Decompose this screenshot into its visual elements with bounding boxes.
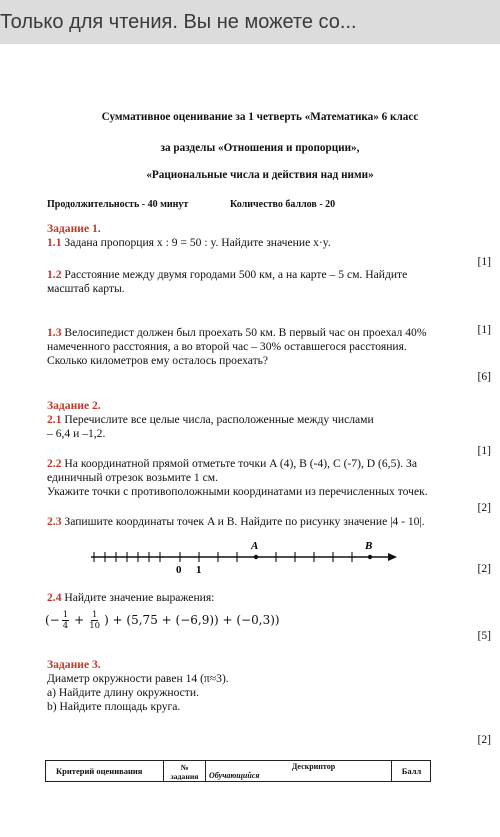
question-number: 2.4 [47,591,62,604]
expr-lead: (− [45,613,60,627]
question-2-4 [47,591,214,605]
table-header-student-label: Обучающийся [209,771,260,780]
question-1-2 [47,268,407,296]
question-text: Расстояние между двумя городами 500 км, а на карте – 5 см. Найдите [61,268,408,281]
question-2-3 [47,515,425,529]
expr-tail: ) + (5,75 + (−6,9)) + (−0,3)) [104,613,280,627]
fraction-numerator: 1 [91,609,98,620]
point-a-label: A [251,540,259,552]
point-a-marker [254,555,258,559]
read-only-banner [0,0,500,44]
question-number: 1.2 [47,268,62,281]
score-1-3: [6] [477,370,491,383]
question-text: Велосипедист должен был проехать 50 км. В первый час он проехал 40% [61,326,427,339]
question-text: a) Найдите длину окружности. [47,686,199,699]
question-3 [47,672,229,714]
task-2-heading: Задание 2. [47,399,101,412]
question-text: Диаметр окружности равен 14 (π≈3). [47,672,229,685]
question-number: 2.3 [47,515,62,528]
question-1-1 [47,236,331,250]
task-1-heading: Задание 1. [47,222,101,235]
question-number: 1.1 [47,236,62,249]
question-text: Запишите координаты точек A и B. Найдите по рисунку значение |4 - 10|. [61,515,425,528]
question-text: Задана пропорция x : 9 = 50 : y. Найдите значение x·y. [61,236,331,249]
table-header-criteria: Критерий оценивания [56,766,143,776]
assessment-criteria-table [45,760,431,782]
fraction-denominator: 10 [89,620,101,631]
fraction-one-quarter [62,610,69,631]
score-1-2: [1] [477,323,491,336]
question-text: Найдите значение выражения: [61,591,215,604]
score-2-2: [2] [477,501,491,514]
point-b-label: B [365,540,373,552]
question-text: намеченного расстояния, а во второй час – 30% оставшегося расстояния. [47,340,407,353]
question-text: b) Найдите площадь круга. [47,700,181,713]
fraction-numerator: 1 [62,609,69,620]
table-header-number-sign: № [180,763,189,772]
expression-2-4 [45,605,280,635]
document-page [0,44,500,837]
duration-label: Продолжительность - 40 минут [47,199,189,210]
question-number: 1.3 [47,326,62,339]
question-text: Перечислите все целые числа, расположенные между числами [61,413,374,426]
table-header-descriptor-label: Дескриптор [291,762,336,771]
table-header-task: задания [170,772,199,781]
tick-label-one: 1 [196,564,202,576]
doc-title-line-1: Суммативное оценивание за 1 четверть «Математика» 6 класс [101,111,419,123]
point-b-marker [368,555,372,559]
task-3-heading: Задание 3. [47,658,101,671]
tick-label-zero: 0 [176,564,182,576]
question-1-3 [47,326,426,368]
score-2-4: [5] [477,629,491,642]
points-label: Количество баллов - 20 [230,199,336,210]
score-2-3: [2] [477,562,491,575]
table-header-task-number [163,761,205,781]
score-1-1: [1] [477,255,491,268]
number-line-arrow [388,553,397,561]
question-text: На координатной прямой отметьте точки A (4), B (-4), C (-7), D (6,5). За [61,457,417,470]
table-header-descriptor [205,761,391,781]
question-text: масштаб карты. [47,282,125,295]
table-header-score: Балл [391,761,431,781]
question-number: 2.2 [47,457,62,470]
doc-title-line-2: за разделы «Отношения и пропорции», [160,142,360,154]
fraction-one-tenth [89,610,100,631]
score-3: [2] [477,733,491,746]
question-text: – 6,4 и –1,2. [47,427,106,440]
expr-plus: + [74,613,85,627]
read-only-banner-text: Только для чтения. Вы не можете со... [0,11,357,33]
question-number: 2.1 [47,413,62,426]
question-text: Укажите точки с противоположными координатами из перечисленных точек. [47,485,428,498]
question-text: Сколько километров ему осталось проехать? [47,354,269,367]
fraction-denominator: 4 [62,620,69,631]
question-text: единичный отрезок возьмите 1 см. [47,471,218,484]
number-line [88,540,408,580]
doc-title-line-3: «Рациональные числа и действия над ними» [146,169,374,181]
question-2-1 [47,413,374,441]
score-2-1: [1] [477,444,491,457]
question-2-2 [47,457,428,499]
